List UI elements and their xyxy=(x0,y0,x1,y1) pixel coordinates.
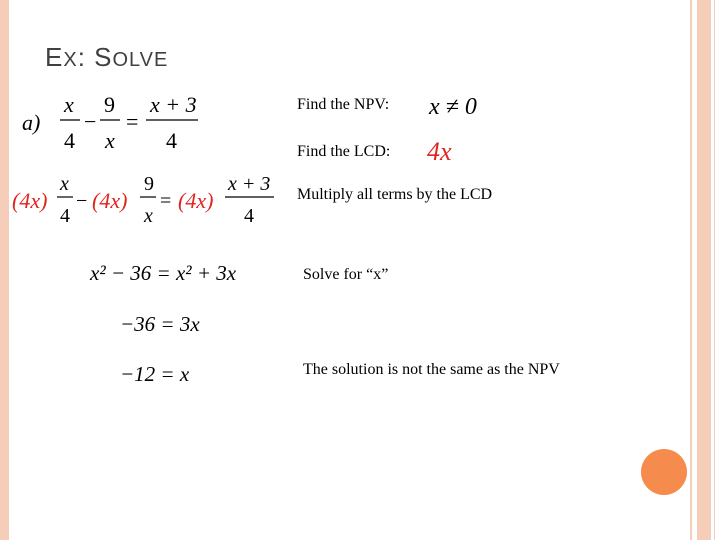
svg-text:−36 = 3x: −36 = 3x xyxy=(120,312,200,336)
decorative-circle xyxy=(641,449,687,495)
frac1-num: x xyxy=(64,92,74,117)
svg-text:−: − xyxy=(76,190,88,212)
m-frac3-num: x + 3 xyxy=(228,173,271,195)
right-frame-line xyxy=(690,0,692,540)
frac1-den: 4 xyxy=(64,128,75,153)
note-multiply: Multiply all terms by the LCD xyxy=(297,186,493,203)
left-frame-bar xyxy=(0,0,9,540)
minus-sign: − xyxy=(84,109,97,134)
frac3-num: x + 3 xyxy=(150,92,197,117)
right-frame-bar xyxy=(697,0,711,540)
frac2-num: 9 xyxy=(104,92,115,117)
equation-multiplied xyxy=(0,170,290,230)
lcd-factor-3: (4x) xyxy=(178,188,214,213)
step-1 xyxy=(88,256,288,290)
m-frac2-den: x xyxy=(144,205,153,227)
note-lcd: Find the LCD: xyxy=(297,143,391,160)
note-solution: The solution is not the same as the NPV xyxy=(303,361,560,378)
step-2 xyxy=(118,307,238,341)
lcd-factor-2: (4x) xyxy=(92,188,128,213)
note-npv: Find the NPV: xyxy=(297,96,390,113)
label-a: a) xyxy=(22,110,41,135)
lcd-factor-1: (4x) xyxy=(12,188,48,213)
equals-sign: = xyxy=(126,109,139,134)
m-frac1-num: x xyxy=(60,173,69,195)
svg-text:=: = xyxy=(160,190,172,212)
equation-a xyxy=(0,88,300,158)
step-3 xyxy=(118,357,238,391)
note-solve: Solve for “x” xyxy=(303,266,389,283)
right-frame-line-thin xyxy=(714,0,715,540)
svg-text:x² − 36 = x² + 3x: x² − 36 = x² + 3x xyxy=(90,261,237,285)
m-frac2-num: 9 xyxy=(144,173,154,195)
m-frac1-den: 4 xyxy=(60,205,70,227)
slide-title: EX: SOLVE xyxy=(45,42,169,72)
svg-text:x ≠ 0: x ≠ 0 xyxy=(429,94,477,120)
frac3-den: 4 xyxy=(166,128,177,153)
npv-expression xyxy=(425,86,505,126)
svg-text:−12 = x: −12 = x xyxy=(120,362,190,386)
lcd-expression xyxy=(425,132,485,172)
frac2-den: x xyxy=(105,128,115,153)
svg-text:4x: 4x xyxy=(427,137,452,166)
m-frac3-den: 4 xyxy=(244,205,254,227)
